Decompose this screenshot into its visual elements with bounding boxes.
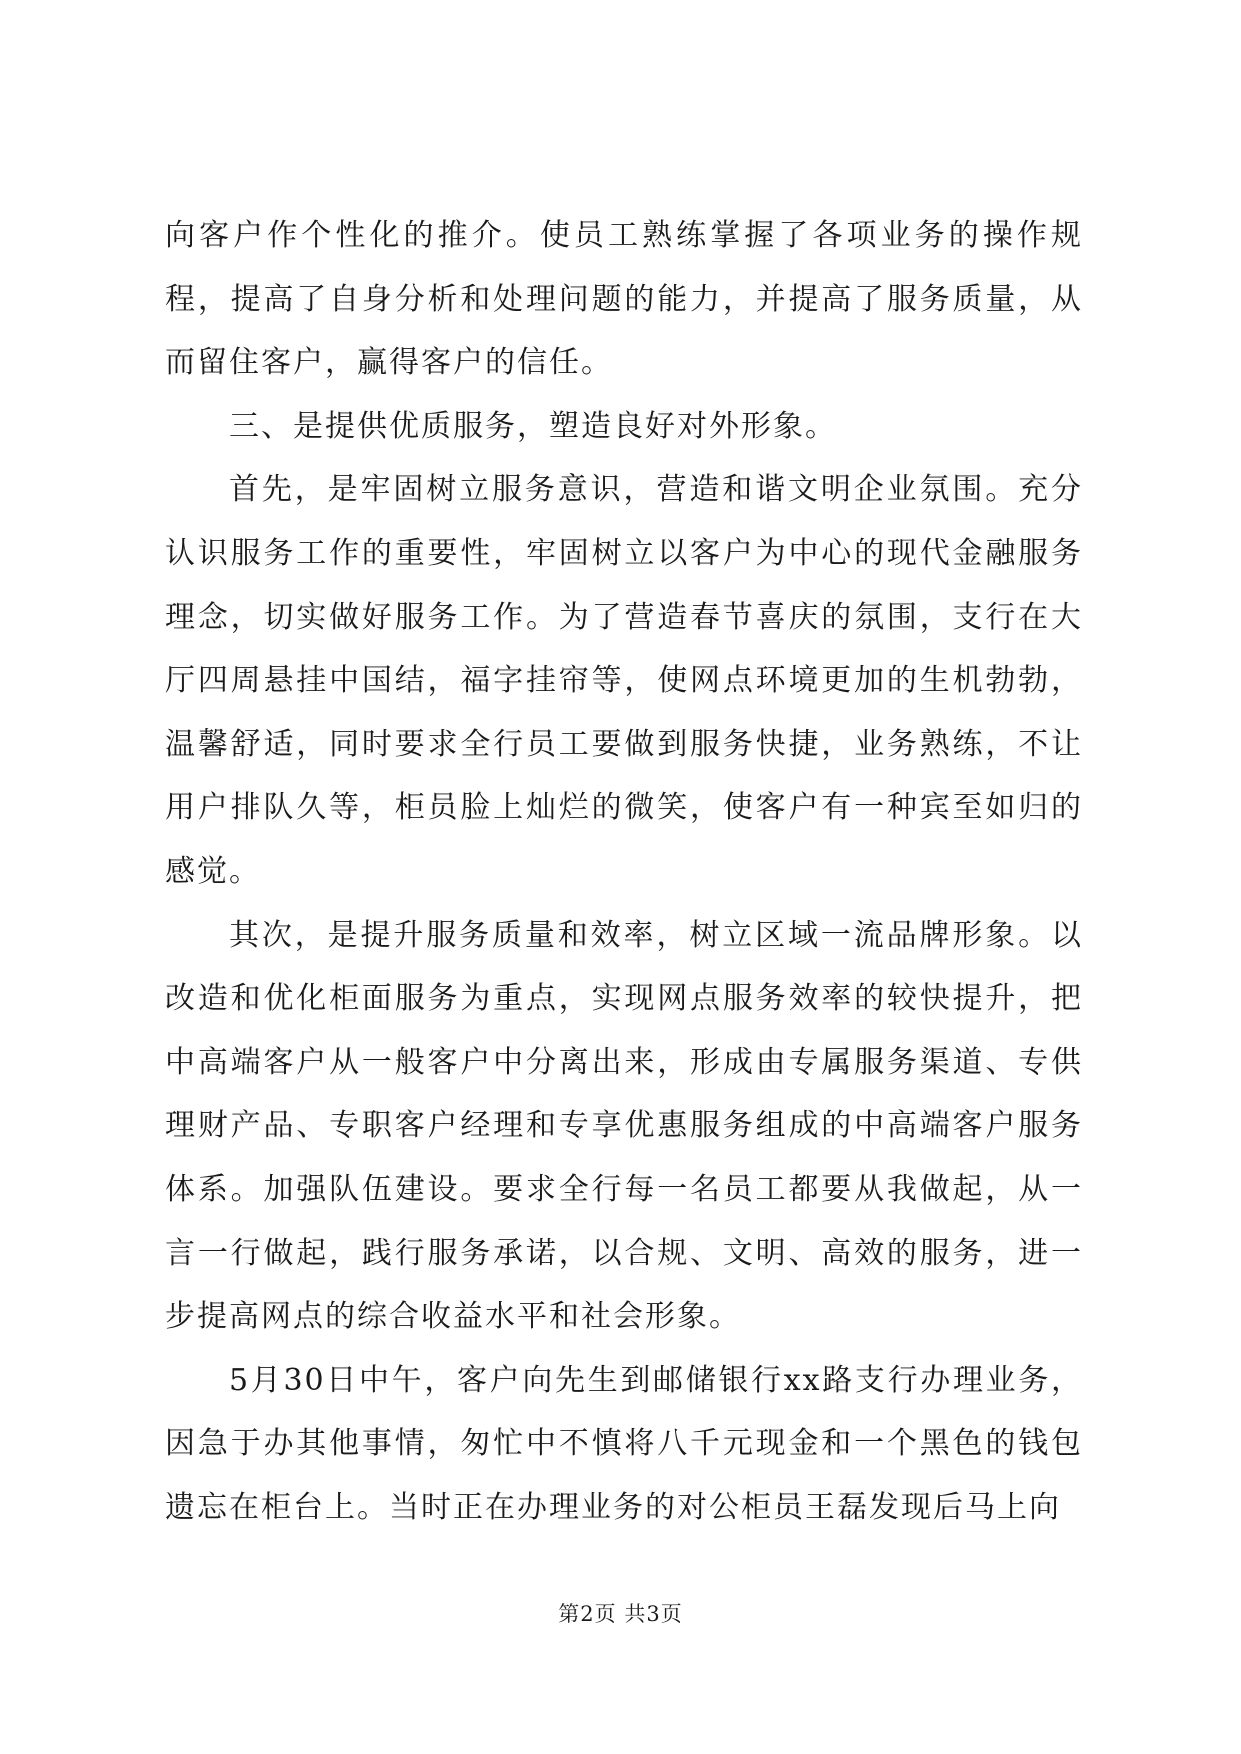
- paragraph-case: 5月30日中午，客户向先生到邮储银行xx路支行办理业务，因急于办其他事情，匆忙中不慎将八千元现金和一个黑色的钱包遗忘在柜台上。当时正在办理业务的对公柜员王磊发现后马上向: [165, 1362, 1083, 1525]
- paragraph-first: 首先，是牢固树立服务意识，营造和谐文明企业氛围。充分认识服务工作的重要性，牢固树立以客户为中心的现代金融服务理念，切实做好服务工作。为了营造春节喜庆的氛围，支行在大厅四周悬挂中国结，福字挂帘等，使网点环境更加的生机勃勃，温馨舒适，同时要求全行员工要做到服务快捷，业务熟练，不让用户排队久等，柜员脸上灿烂的微笑，使客户有一种宾至如归的感觉。: [165, 472, 1083, 889]
- section-heading-three: 三、是提供优质服务，塑造良好对外形象。: [229, 408, 837, 444]
- paragraph-second: 其次，是提升服务质量和效率，树立区域一流品牌形象。以改造和优化柜面服务为重点，实现网点服务效率的较快提升，把中高端客户从一般客户中分离出来，形成由专属服务渠道、专供理财产品、专职客户经理和专享优惠服务组成的中高端客户服务体系。加强队伍建设。要求全行每一名员工都要从我做起，从一言一行做起，践行服务承诺，以合规、文明、高效的服务，进一步提高网点的综合收益水平和社会形象。: [165, 917, 1083, 1335]
- page-number-footer: 第2页 共3页: [558, 1602, 683, 1626]
- body-text: [165, 204, 1083, 1539]
- paragraph-continued: 向客户作个性化的推介。使员工熟练掌握了各项业务的操作规程，提高了自身分析和处理问题的能力，并提高了服务质量，从而留住客户，赢得客户的信任。: [165, 218, 1083, 381]
